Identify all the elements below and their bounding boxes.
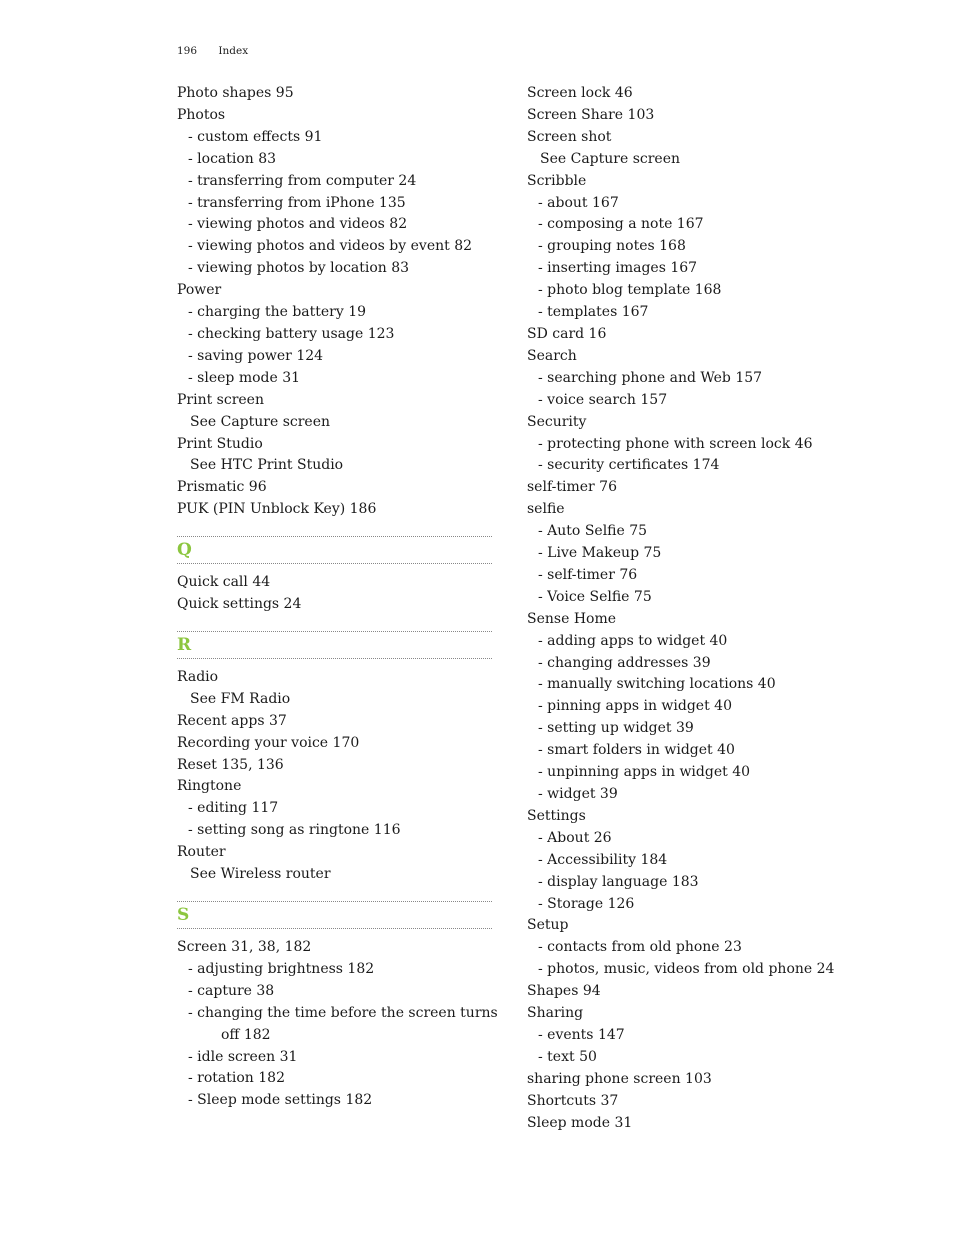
index-entry: Screen 31, 38, 182 — [177, 939, 312, 955]
index-entry: selfie — [527, 501, 565, 518]
index-subentry: - searching phone and Web 157 — [538, 369, 763, 386]
index-entry: Print Studio — [177, 435, 263, 452]
index-entry: Screen shot — [527, 128, 612, 145]
section-r — [177, 631, 492, 886]
index-entry: PUK (PIN Unblock Key) 186 — [177, 501, 377, 518]
index-right-column — [527, 83, 927, 1135]
index-entry: Security — [527, 413, 587, 430]
index-subentry: - about 167 — [538, 194, 619, 211]
index-subentry: - setting song as ringtone 116 — [188, 822, 401, 839]
index-subentry: - unpinning apps in widget 40 — [538, 764, 751, 781]
index-entry: Sharing — [527, 1005, 584, 1022]
index-subentry: - voice search 157 — [538, 391, 668, 408]
index-subentry: - changing addresses 39 — [538, 654, 711, 671]
index-see-reference: See Wireless router — [190, 866, 331, 883]
index-entry: Screen lock 46 — [527, 85, 633, 101]
index-subentry: - security certificates 174 — [538, 457, 720, 474]
section-title: Index — [218, 45, 249, 57]
index-subentry: - protecting phone with screen lock 46 — [538, 435, 813, 452]
index-entry: Photos — [177, 106, 226, 123]
index-subentry: - templates 167 — [538, 304, 649, 321]
section-letter-r: R — [177, 631, 492, 659]
index-subentry: - About 26 — [538, 829, 612, 846]
index-subentry: - photo blog template 168 — [538, 282, 722, 299]
right-column-entries — [527, 83, 927, 1135]
index-subentry: - viewing photos and videos 82 — [188, 216, 408, 233]
index-subentry: - transferring from computer 24 — [188, 172, 417, 189]
index-subentry: - charging the battery 19 — [188, 304, 367, 321]
index-subentry: - Storage 126 — [538, 895, 635, 912]
index-block-p — [177, 83, 492, 521]
index-entry: Setup — [527, 917, 569, 934]
index-subentry: - grouping notes 168 — [538, 238, 686, 255]
index-subentry: - manually switching locations 40 — [538, 676, 776, 693]
index-entry: Recording your voice 170 — [177, 734, 360, 751]
index-entry: Quick settings 24 — [177, 596, 302, 613]
index-entry: Scribble — [527, 172, 587, 189]
index-entry: sharing phone screen 103 — [527, 1070, 712, 1087]
page-number: 196 — [177, 45, 198, 57]
index-subentry: - viewing photos by location 83 — [188, 260, 410, 277]
index-entry: Router — [177, 844, 226, 861]
index-subentry: - changing the time before the screen turns — [188, 1004, 498, 1021]
index-subentry: - adjusting brightness 182 — [188, 960, 375, 977]
index-entry: Photo shapes 95 — [177, 85, 294, 101]
section-letter-q: Q — [177, 536, 492, 564]
index-subentry: - rotation 182 — [188, 1070, 285, 1087]
index-subentry: - transferring from iPhone 135 — [188, 194, 406, 211]
index-subentry: - inserting images 167 — [538, 260, 698, 277]
page-header — [177, 45, 266, 57]
index-subentry: - custom effects 91 — [188, 128, 323, 145]
section-q — [177, 536, 492, 616]
index-entry: Print screen — [177, 391, 264, 408]
index-entry: Shapes 94 — [527, 983, 601, 1000]
index-see-reference: See Capture screen — [540, 150, 681, 167]
index-subentry: - capture 38 — [188, 982, 275, 999]
index-subentry: - Sleep mode settings 182 — [188, 1092, 373, 1109]
index-entry: Shortcuts 37 — [527, 1092, 619, 1109]
index-entry: Prismatic 96 — [177, 479, 267, 496]
index-subentry: - self-timer 76 — [538, 566, 638, 583]
section-s-entries — [177, 937, 498, 1112]
index-subentry: - viewing photos and videos by event 82 — [188, 238, 473, 255]
index-entry: Radio — [177, 668, 219, 685]
index-subentry: - idle screen 31 — [188, 1048, 298, 1065]
index-subentry: - display language 183 — [538, 873, 699, 890]
index-entry: Settings — [527, 807, 586, 824]
index-entry: Quick call 44 — [177, 574, 271, 591]
index-entry: Recent apps 37 — [177, 712, 287, 729]
index-entry: self-timer 76 — [527, 479, 617, 496]
index-entry: Sleep mode 31 — [527, 1114, 633, 1131]
index-subentry: - adding apps to widget 40 — [538, 632, 728, 649]
index-continuation: off 182 — [221, 1026, 271, 1043]
index-subentry: - checking battery usage 123 — [188, 325, 395, 342]
index-subentry: - Auto Selfie 75 — [538, 523, 648, 540]
index-subentry: - pinning apps in widget 40 — [538, 698, 732, 715]
index-see-reference: See Capture screen — [190, 413, 331, 430]
index-subentry: - editing 117 — [188, 800, 279, 817]
index-subentry: - setting up widget 39 — [538, 720, 694, 737]
index-entry: Sense Home — [527, 610, 617, 627]
index-left-column — [177, 83, 498, 1112]
index-subentry: - composing a note 167 — [538, 216, 704, 233]
section-r-entries — [177, 667, 492, 886]
index-subentry: - widget 39 — [538, 786, 618, 802]
index-entry: Reset 135, 136 — [177, 756, 284, 773]
index-subentry: - photos, music, videos from old phone 24 — [538, 961, 835, 978]
index-subentry: - events 147 — [538, 1026, 625, 1043]
index-subentry: - Accessibility 184 — [538, 851, 668, 868]
section-s — [177, 901, 498, 1112]
section-letter-s: S — [177, 901, 492, 929]
index-subentry: - contacts from old phone 23 — [538, 939, 742, 956]
index-subentry: - smart folders in widget 40 — [538, 742, 735, 759]
index-subentry: - location 83 — [188, 150, 277, 167]
index-subentry: - sleep mode 31 — [188, 369, 301, 386]
index-subentry: - Live Makeup 75 — [538, 545, 662, 562]
index-entry: Screen Share 103 — [527, 106, 655, 123]
index-see-reference: See HTC Print Studio — [190, 457, 344, 474]
index-see-reference: See FM Radio — [190, 690, 291, 707]
index-entry: Ringtone — [177, 778, 242, 795]
index-subentry: - text 50 — [538, 1048, 597, 1065]
section-q-entries — [177, 572, 492, 616]
index-entry: Power — [177, 282, 222, 299]
index-entry: SD card 16 — [527, 325, 607, 342]
index-subentry: - Voice Selfie 75 — [538, 588, 652, 605]
index-subentry: - saving power 124 — [188, 347, 324, 364]
index-entry: Search — [527, 347, 577, 364]
